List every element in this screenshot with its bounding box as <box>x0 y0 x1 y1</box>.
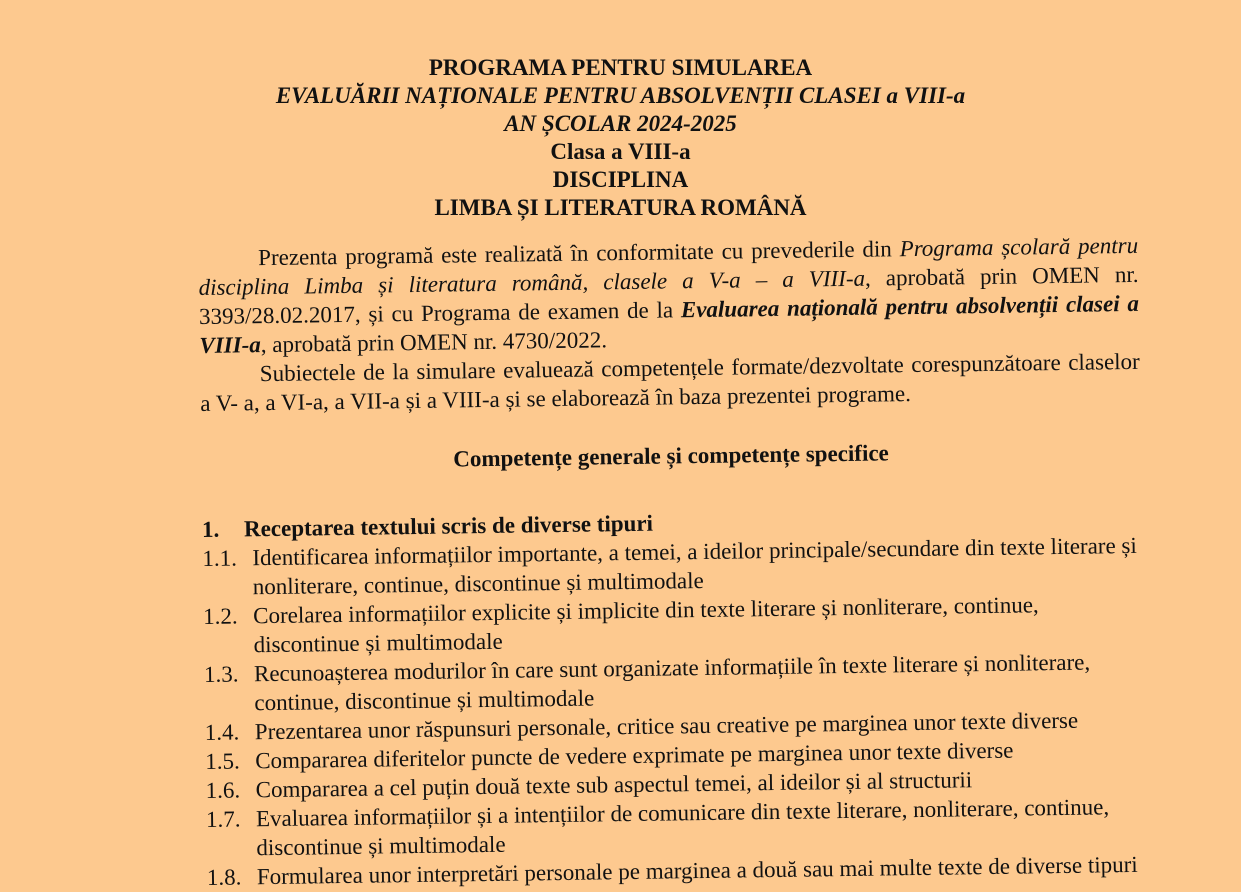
competency-text: Compararea diferitelor puncte de vedere exprimate pe marginea unor texte diverse <box>255 737 1014 774</box>
competency-number: 1.1. <box>202 545 238 571</box>
competency-number: 1.2. <box>203 603 238 629</box>
competency-text: Evaluarea informațiilor și a intențiilor de comunicare din texte literare, nonliterare, continue, discontinue și multimodale <box>255 794 1110 861</box>
competency-text: Recunoașterea modurilor în care sunt organizate informațiile în texte literare și nonliterare, continue, discontinue și multimodale <box>253 649 1091 716</box>
competency-number: 1.6. <box>205 777 241 803</box>
header-grade: Clasa a VIII-a <box>550 139 691 164</box>
header-discipline-name: LIMBA ȘI LITERATURA ROMÂNĂ <box>434 195 807 220</box>
competency-number: 1.4. <box>204 719 240 745</box>
competency-number: 1.8. <box>206 864 242 890</box>
intro-text-3: , aprobată prin OMEN nr. 4730/2022. <box>260 327 608 358</box>
section-title-text: Receptarea textului scris de diverse tipuri <box>243 510 654 542</box>
intro-paragraph-2: Subiectele de la simulare evaluează competențele formate/dezvoltate corespunzătoare claselor a V- a, a VI-a, a VII-a și a VIII-a și se elaborează în baza prezentei programe. <box>200 348 1140 416</box>
competency-text: Identificarea informațiilor importante, a temei, a ideilor principale/secundare din texte literare și nonliterare, continue, discontinue și multimodale <box>252 532 1137 600</box>
competency-text: Prezentarea unor răspunsuri personale, critice sau creative pe marginea unor texte diverse <box>254 707 1079 745</box>
intro-text-1: Prezenta programă este realizată în conformitate cu prevederile din <box>258 236 900 271</box>
section-number: 1. <box>201 516 220 542</box>
competencies-title: Competențe generale și competențe specifice <box>453 440 889 472</box>
competency-text: Compararea a cel puțin două texte sub aspectul temei, al ideilor și al structurii <box>255 767 973 803</box>
intro-paragraph <box>198 231 1140 360</box>
competency-number: 1.5. <box>205 748 240 774</box>
competency-number: 1.7. <box>205 806 241 832</box>
document-body <box>198 231 1147 892</box>
document-header <box>0 54 1241 222</box>
header-title: PROGRAMA PENTRU SIMULAREA <box>428 55 813 80</box>
intro-program-reference: Programa școlară pentru disciplina Limba și literatura română, clasele a V-a – a VIII-a <box>198 232 1139 300</box>
header-exam-name: EVALUĂRII NAȚIONALE PENTRU ABSOLVENȚII CLASEI a VIII-a <box>275 83 966 108</box>
header-discipline-label: DISCIPLINA <box>552 167 689 192</box>
intro-exam-reference: Evaluarea națională pentru absolvenții clasei a VIII-a <box>199 290 1140 358</box>
competency-number: 1.3. <box>203 661 239 687</box>
intro-text-2: , aprobată prin OMEN nr. 3393/28.02.2017, și cu Programa de examen de la <box>198 261 1139 329</box>
competency-text: Formularea unor interpretări personale pe marginea a două sau mai multe texte de diverse tipuri <box>256 851 1138 890</box>
header-school-year: AN ȘCOLAR 2024-2025 <box>504 111 737 136</box>
competency-text: Corelarea informațiilor explicite și implicite din texte literare și nonliterare, continue, discontinue și multimodale <box>253 592 1039 658</box>
